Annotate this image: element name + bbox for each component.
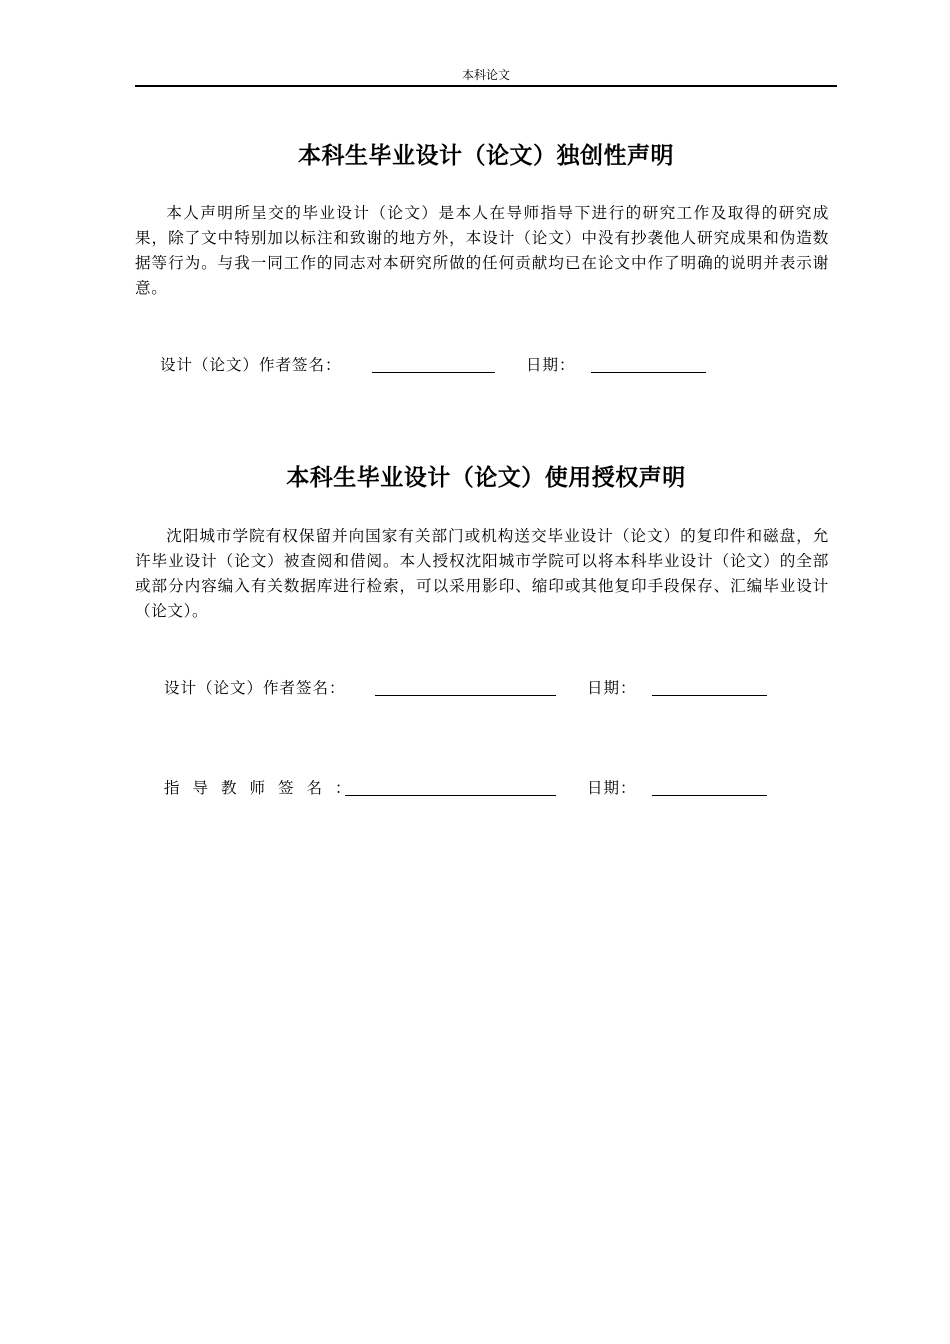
author-signature-label: 设计（论文）作者签名：: [164, 679, 346, 697]
date-label: 日期：: [587, 679, 637, 697]
date-label: 日期：: [526, 356, 576, 374]
date-line[interactable]: [591, 372, 706, 373]
authorization-signature-row: [164, 676, 774, 700]
running-header: 本科论文: [461, 68, 510, 82]
authorization-title: 本科生毕业设计（论文）使用授权声明: [286, 465, 686, 491]
author-signature-line[interactable]: [372, 372, 495, 373]
originality-signature-row: [160, 353, 720, 377]
advisor-signature-row: [164, 776, 774, 800]
advisor-signature-line[interactable]: [345, 795, 556, 796]
originality-paragraph: 本人声明所呈交的毕业设计（论文）是本人在导师指导下进行的研究工作及取得的研究成果，除了文中特别加以标注和致谢的地方外，本设计（论文）中没有抄袭他人研究成果和伪造数据等行为。与我一同工作的同志对本研究所做的任何贡献均已在论文中作了明确的说明并表示谢意。: [135, 204, 829, 297]
date-line[interactable]: [652, 695, 767, 696]
header-rule: [135, 85, 837, 87]
author-signature-line[interactable]: [375, 695, 556, 696]
advisor-date-line[interactable]: [652, 795, 767, 796]
authorization-paragraph: 沈阳城市学院有权保留并向国家有关部门或机构送交毕业设计（论文）的复印件和磁盘，允许毕业设计（论文）被查阅和借阅。本人授权沈阳城市学院可以将本科毕业设计（论文）的全部或部分内容编入有关数据库进行检索，可以采用影印、缩印或其他复印手段保存、汇编毕业设计（论文）。: [135, 527, 829, 620]
advisor-date-label: 日期：: [587, 779, 637, 797]
advisor-signature-label: 指导教师签名：: [164, 779, 364, 797]
author-signature-label: 设计（论文）作者签名：: [160, 356, 342, 374]
originality-title: 本科生毕业设计（论文）独创性声明: [298, 143, 674, 169]
